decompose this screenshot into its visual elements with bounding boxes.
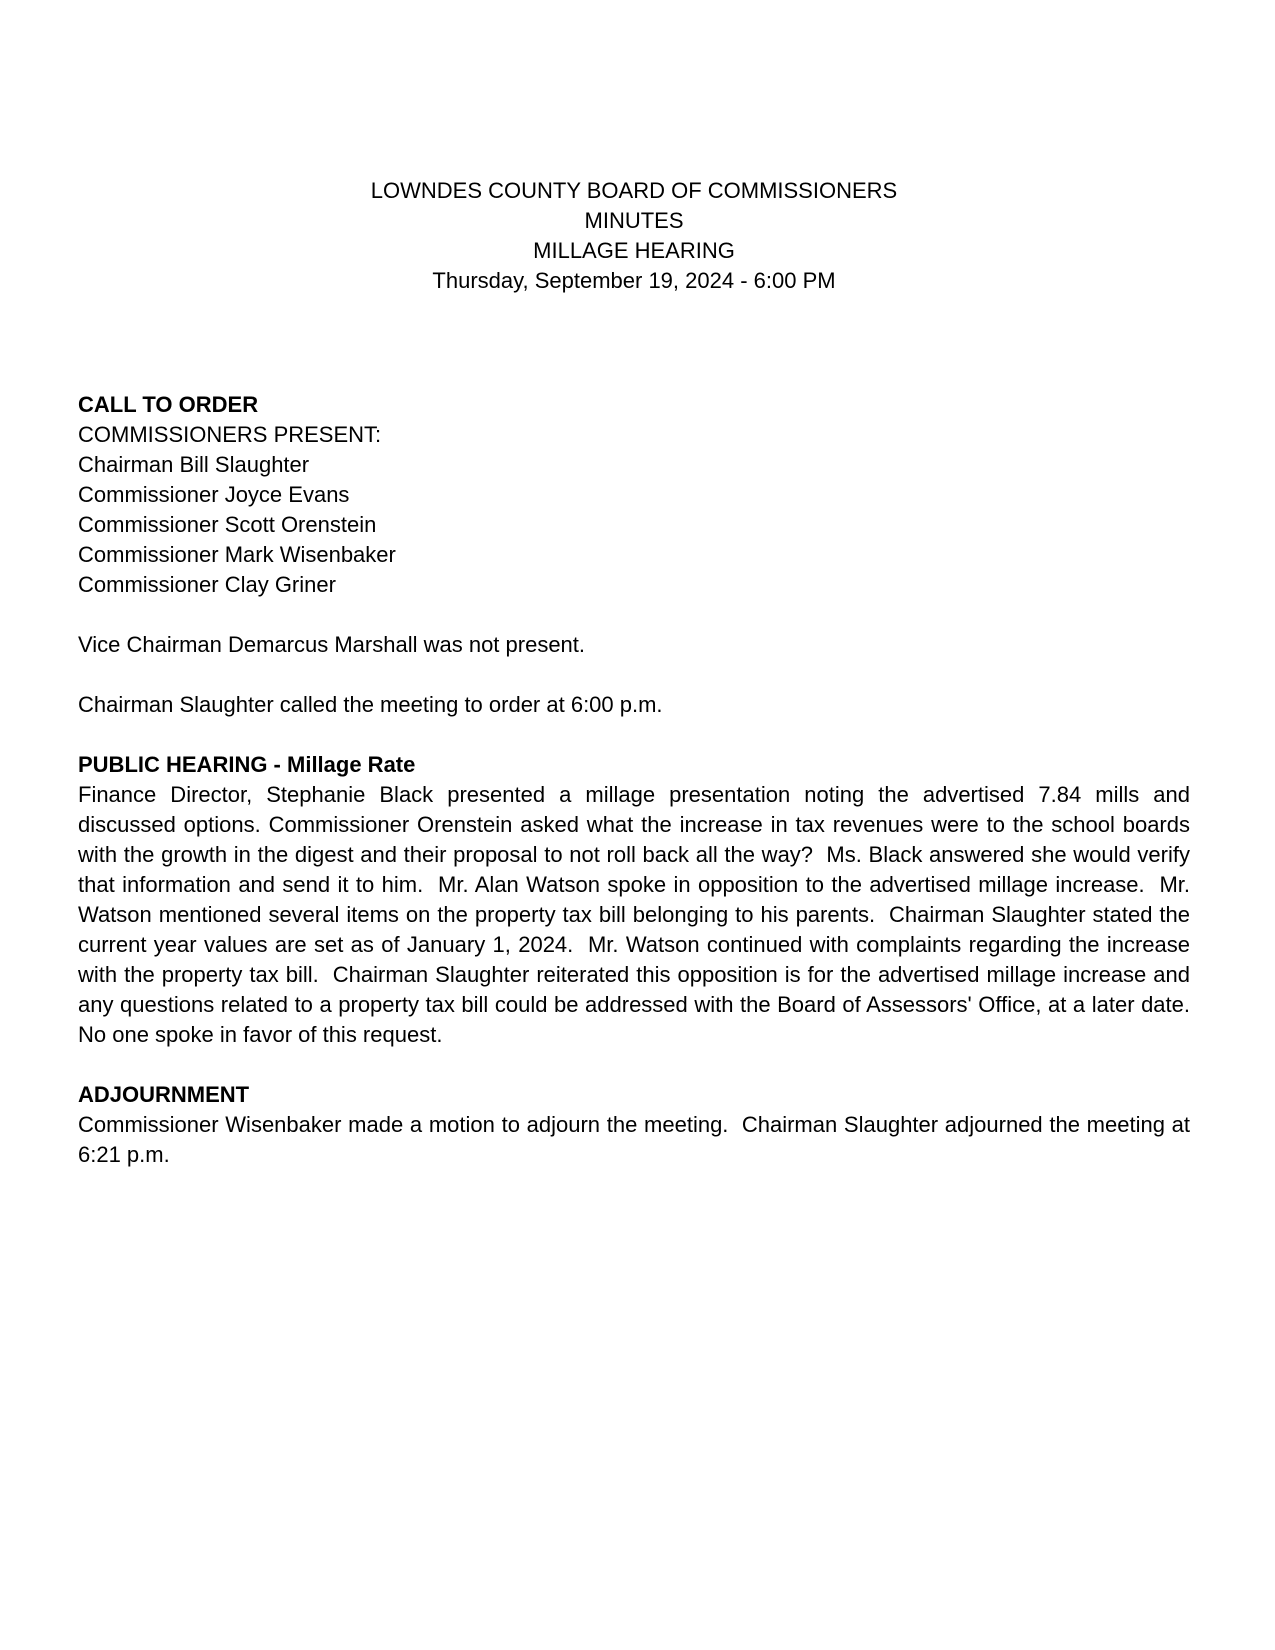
- document-type: MINUTES: [584, 208, 684, 233]
- blank-line: [78, 600, 1190, 630]
- public-hearing-heading: PUBLIC HEARING - Millage Rate: [78, 752, 416, 777]
- meeting-datetime: Thursday, September 19, 2024 - 6:00 PM: [432, 268, 836, 293]
- header-body-spacer: [78, 296, 1190, 390]
- adjournment-section: [78, 1080, 1197, 1170]
- adjournment-body: Commissioner Wisenbaker made a motion to adjourn the meeting. Chairman Slaughter adjourned the meeting at 6:21 p.m.: [78, 1112, 1197, 1167]
- commissioners-present-label: COMMISSIONERS PRESENT:: [78, 422, 382, 447]
- call-to-order-note: Chairman Slaughter called the meeting to order at 6:00 p.m.: [78, 692, 663, 717]
- adjournment-heading: ADJOURNMENT: [78, 1082, 250, 1107]
- commissioner-name: Commissioner Joyce Evans: [78, 482, 350, 507]
- blank-line: [78, 1050, 1190, 1080]
- commissioner-name: Commissioner Mark Wisenbaker: [78, 542, 396, 567]
- absence-note: Vice Chairman Demarcus Marshall was not present.: [78, 632, 586, 657]
- commissioner-name: Commissioner Clay Griner: [78, 572, 336, 597]
- call-to-order-heading: CALL TO ORDER: [78, 392, 259, 417]
- blank-line: [78, 660, 1190, 690]
- call-to-order-section: [78, 390, 1190, 600]
- blank-line: [78, 720, 1190, 750]
- commissioner-name: Chairman Bill Slaughter: [78, 452, 310, 477]
- commissioner-name: Commissioner Scott Orenstein: [78, 512, 377, 537]
- meeting-type: MILLAGE HEARING: [533, 238, 735, 263]
- document-header: [78, 176, 1190, 296]
- document-content: [78, 176, 1203, 1170]
- public-hearing-section: [78, 750, 1203, 1050]
- public-hearing-body: Finance Director, Stephanie Black presented a millage presentation noting the advertised 7.84 mills and discussed options. Commissioner Orenstein asked what the increase in tax revenues were to the school boards with the growth in the digest and their proposal to not roll back all the way? Ms. Black answered she would verify that information and send it to him. Mr. Alan Watson spoke in opposition to the advertised millage increase. Mr. Watson mentioned several items on the property tax bill belonging to his parents. Chairman Slaughter stated the current year values are set as of January 1, 2024. Mr. Watson continued with complaints regarding the increase with the property tax bill. Chairman Slaughter reiterated this opposition is for the advertised millage increase and any questions related to a property tax bill could be addressed with the Board of Assessors' Office, at a later date. No one spoke in favor of this request.: [78, 782, 1203, 1047]
- organization-title: LOWNDES COUNTY BOARD OF COMMISSIONERS: [370, 178, 898, 203]
